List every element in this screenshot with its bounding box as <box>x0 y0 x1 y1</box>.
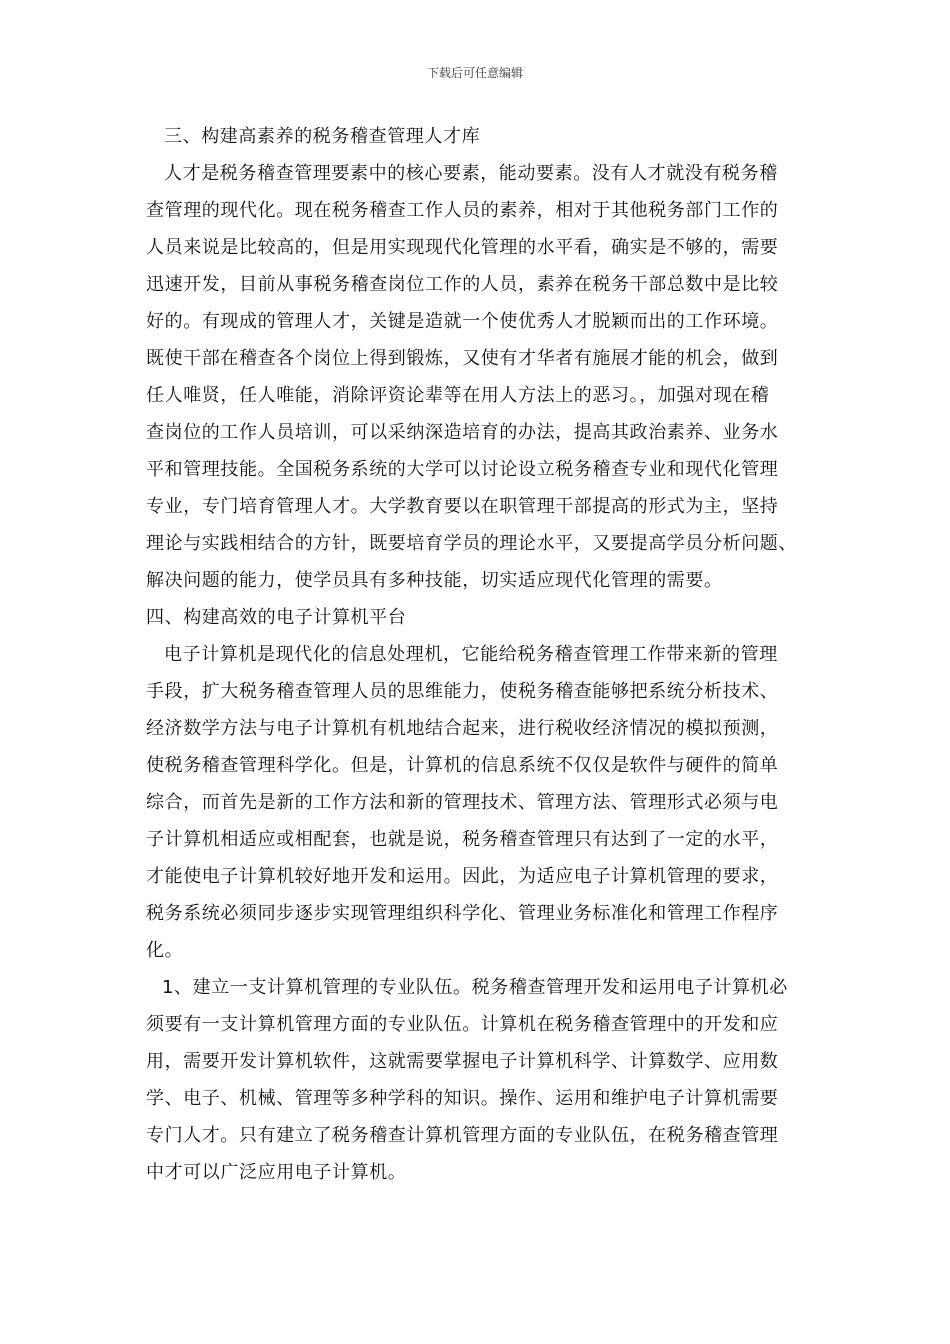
paragraph-line: 电子计算机是现代化的信息处理机，它能给税务稽查管理工作带来新的管理 <box>164 644 778 665</box>
paragraph-line: 用，需要开发计算机软件，这就需要掌握电子计算机科学、计算数学、应用数 <box>146 1051 779 1072</box>
paragraph-line: 子计算机相适应或相配套，也就是说，税务稽查管理只有达到了一定的水平， <box>146 829 779 850</box>
paragraph-line: 平和管理技能。全国税务系统的大学可以讨论设立税务稽查专业和现代化管理 <box>146 459 779 480</box>
paragraph-line: 好的。有现成的管理人才，关键是造就一个使优秀人才脱颖而出的工作环境。 <box>146 311 779 332</box>
paragraph-line: 税务系统必须同步逐步实现管理组织科学化、管理业务标准化和管理工作程序 <box>146 903 779 924</box>
paragraph-line: 经济数学方法与电子计算机有机地结合起来，进行税收经济情况的模拟预测， <box>146 718 779 739</box>
paragraph-line: 理论与实践相结合的方针，既要培育学员的理论水平，又要提高学员分析问题、 <box>146 533 797 554</box>
paragraph-line: 手段，扩大税务稽查管理人员的思维能力，使税务稽查能够把系统分析技术、 <box>146 681 779 702</box>
paragraph-line: 专业，专门培育管理人才。大学教育要以在职管理干部提高的形式为主，坚持 <box>146 496 779 517</box>
paragraph-line: 人才是税务稽查管理要素中的核心要素，能动要素。没有人才就没有税务稽 <box>164 163 778 184</box>
page-header: 下载后可任意编辑 <box>426 66 523 80</box>
paragraph-line: 查管理的现代化。现在税务稽查工作人员的素养，相对于其他税务部门工作的 <box>146 200 779 221</box>
paragraph-line: 专门人才。只有建立了税务稽查计算机管理方面的专业队伍，在税务稽查管理 <box>146 1125 779 1146</box>
paragraph-line: 学、电子、机械、管理等多种学科的知识。操作、运用和维护电子计算机需要 <box>146 1088 779 1109</box>
paragraph-line: 任人唯贤，任人唯能，消除评资论辈等在用人方法上的恶习。，加强对现在稽 <box>146 385 770 406</box>
paragraph-line: 化。 <box>146 940 184 961</box>
paragraph-line: 查岗位的工作人员培训，可以采纳深造培育的办法，提高其政治素养、业务水 <box>146 422 779 443</box>
paragraph-line: 须要有一支计算机管理方面的专业队伍。计算机在税务稽查管理中的开发和应 <box>146 1014 779 1035</box>
paragraph-line: 人员来说是比较高的，但是用实现现代化管理的水平看，确实是不够的，需要 <box>146 237 779 258</box>
document-body <box>146 118 810 1191</box>
paragraph-line: 既使干部在稽查各个岗位上得到锻炼，又使有才华者有施展才能的机会，做到 <box>146 348 779 369</box>
section-heading: 三、构建高素养的税务稽查管理人才库 <box>164 126 481 147</box>
paragraph-line: 迅速开发，目前从事税务稽查岗位工作的人员，素养在税务干部总数中是比较 <box>146 274 779 295</box>
paragraph-line: 中才可以广泛应用电子计算机。 <box>146 1162 407 1183</box>
section-heading: 四、构建高效的电子计算机平台 <box>146 607 407 628</box>
paragraph-line: 使税务稽查管理科学化。但是，计算机的信息系统不仅仅是软件与硬件的简单 <box>146 755 779 776</box>
paragraph-line: 综合，而首先是新的工作方法和新的管理技术、管理方法、管理形式必须与电 <box>146 792 779 813</box>
paragraph-line: 1、建立一支计算机管理的专业队伍。税务稽查管理开发和运用电子计算机必 <box>162 977 788 998</box>
paragraph-line: 才能使电子计算机较好地开发和运用。因此，为适应电子计算机管理的要求， <box>146 866 779 887</box>
paragraph-line: 解决问题的能力，使学员具有多种技能，切实适应现代化管理的需要。 <box>146 570 723 591</box>
